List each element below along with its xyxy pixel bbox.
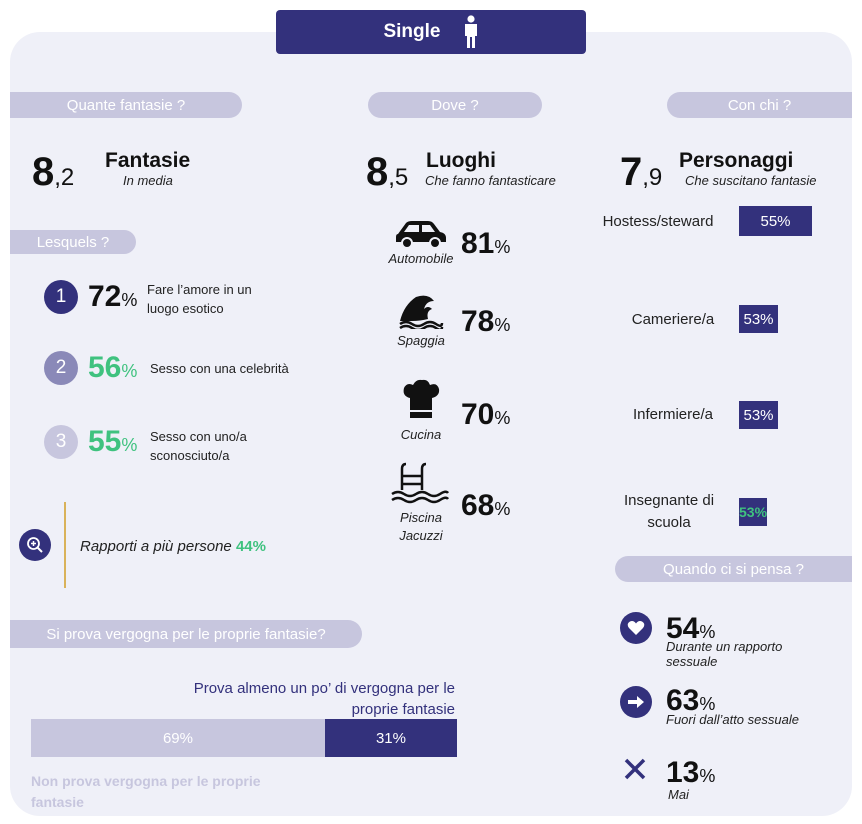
gold-divider (64, 502, 66, 588)
zoom-button[interactable] (19, 529, 51, 561)
rank-2-circle: 2 (44, 351, 78, 385)
character-3-value: 53% (739, 401, 778, 429)
rank-3-text: Sesso con uno/a sconosciuto/a (150, 429, 247, 463)
car-icon (394, 218, 448, 248)
character-2-label: Cameriere/a (631, 311, 715, 328)
rank-3-value: 55% (88, 425, 138, 458)
place-3-label: Cucina (400, 427, 442, 442)
character-4-label: Insegnante di scuola (623, 492, 715, 531)
luoghi-sub: Che fanno fantasticare (425, 173, 556, 188)
extra-fantasy: Rapporti a più persone 44% (80, 538, 266, 555)
personaggi-number: 7,9 (620, 150, 663, 194)
section-conchi: Con chi ? (667, 92, 852, 118)
person-icon (463, 15, 479, 49)
when-1-value: 54% (666, 612, 716, 645)
fantasie-sub: In media (123, 173, 173, 188)
character-4-value: 53% (739, 498, 767, 526)
place-4-label: Piscina Jacuzzi (399, 510, 443, 543)
character-1-value: 55% (739, 206, 812, 236)
rank-1-circle: 1 (44, 280, 78, 314)
zoom-in-icon (26, 536, 44, 554)
character-2-value: 53% (739, 305, 778, 333)
arrow-right-icon (620, 686, 652, 718)
when-3-text: Mai (668, 787, 689, 802)
shame-no-segment: 69% (31, 719, 325, 757)
when-2-text: Fuori dall’atto sessuale (666, 712, 799, 727)
pool-icon (390, 462, 450, 506)
section-quante: Quante fantasie ? (10, 92, 242, 118)
place-3-value: 70% (461, 398, 511, 431)
personaggi-title: Personaggi (679, 149, 794, 172)
section-quando: Quando ci si pensa ? (615, 556, 852, 582)
rank-1-text: Fare l’amore in un luogo esotico (147, 282, 252, 316)
fantasie-title: Fantasie (105, 149, 191, 172)
when-2-value: 63% (666, 684, 716, 717)
shame-yes-label: Prova almeno un po’ di vergogna per le proprie fantasie (193, 680, 455, 718)
single-badge (276, 10, 586, 54)
rank-2-value: 56% (88, 351, 138, 384)
place-4-value: 68% (461, 489, 511, 522)
luoghi-number: 8,5 (366, 150, 409, 194)
place-1-value: 81% (461, 227, 511, 260)
section-vergogna: Si prova vergogna per le proprie fantasie? (10, 620, 362, 648)
luoghi-title: Luoghi (426, 149, 496, 172)
rank-1-value: 72% (88, 280, 138, 313)
cross-icon (624, 758, 646, 780)
section-dove: Dove ? (368, 92, 542, 118)
character-3-label: Infermiere/a (632, 406, 714, 423)
character-1-label: Hostess/steward (602, 213, 714, 230)
when-1-text: Durante un rapporto sessuale (666, 639, 783, 669)
wave-icon (398, 293, 444, 329)
when-3-value: 13% (666, 756, 716, 789)
personaggi-sub: Che suscitano fantasie (685, 173, 817, 188)
shame-no-label: Non prova vergogna per le proprie fantasie (31, 773, 261, 810)
shame-bar (31, 719, 457, 757)
rank-3-circle: 3 (44, 425, 78, 459)
place-1-label: Automobile (388, 251, 454, 266)
fantasie-number: 8,2 (32, 150, 75, 194)
place-2-label: Spaggia (397, 333, 445, 348)
chef-hat-icon (400, 378, 442, 420)
rank-2-text: Sesso con una celebrità (150, 361, 289, 376)
shame-yes-segment: 31% (325, 719, 457, 757)
section-lesquels: Lesquels ? (10, 230, 136, 254)
badge-title: Single (383, 21, 441, 42)
place-2-value: 78% (461, 305, 511, 338)
heart-icon (620, 612, 652, 644)
